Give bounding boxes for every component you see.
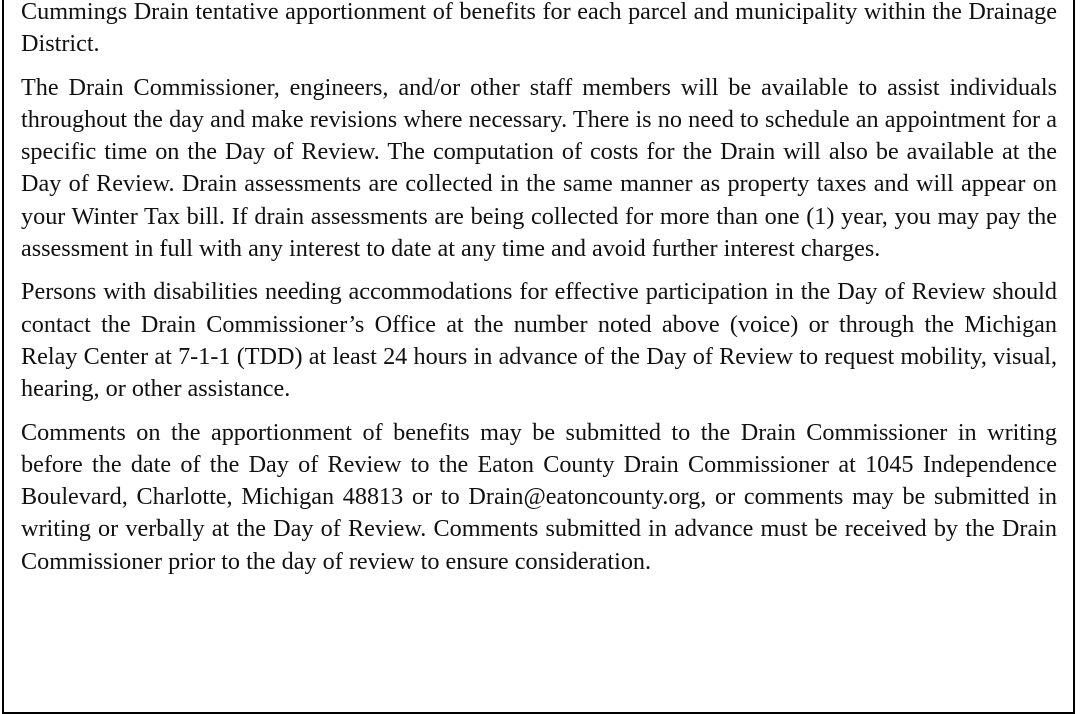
notice-paragraph-staff-availability: The Drain Commissioner, engineers, and/or other staff members will be available to assist individuals throughout the day and make revisions where necessary. There is no need to schedule an appointment for a specific time on the Day of Review. The computation of costs for the Drain will also be available at the Day of Review. Drain assessments are collected in the same manner as property taxes and will appear on your Winter Tax bill. If drain assessments are being collected for more than one (1) year, you may pay the assessment in full with any interest to date at any time and avoid further interest charges. <box>21 73 1057 263</box>
notice-paragraph-accessibility: Persons with disabilities needing accommodations for effective participation in the Day of Review should contact the Drain Commissioner’s Office at the number noted above (voice) or through the Michigan Relay Center at 7-1-1 (TDD) at least 24 hours in advance of the Day of Review to request mobility, visual, hearing, or other assistance. <box>21 278 1057 403</box>
notice-paragraph-apportionment: Cummings Drain tentative apportionment of benefits for each parcel and municipality within the Drainage District. <box>21 0 1057 58</box>
notice-paragraph-comments: Comments on the apportionment of benefits may be submitted to the Drain Commissioner in writing before the date of the Day of Review to the Eaton County Drain Commissioner at 1045 Independence Boulevard, Charlotte, Michigan 48813 or to Drain@eatoncounty.org, or comments may be submitted in writing or verbally at the Day of Review. Comments submitted in advance must be received by the Drain Commissioner prior to the day of review to ensure consideration. <box>21 418 1057 575</box>
public-notice-box <box>2 0 1075 714</box>
